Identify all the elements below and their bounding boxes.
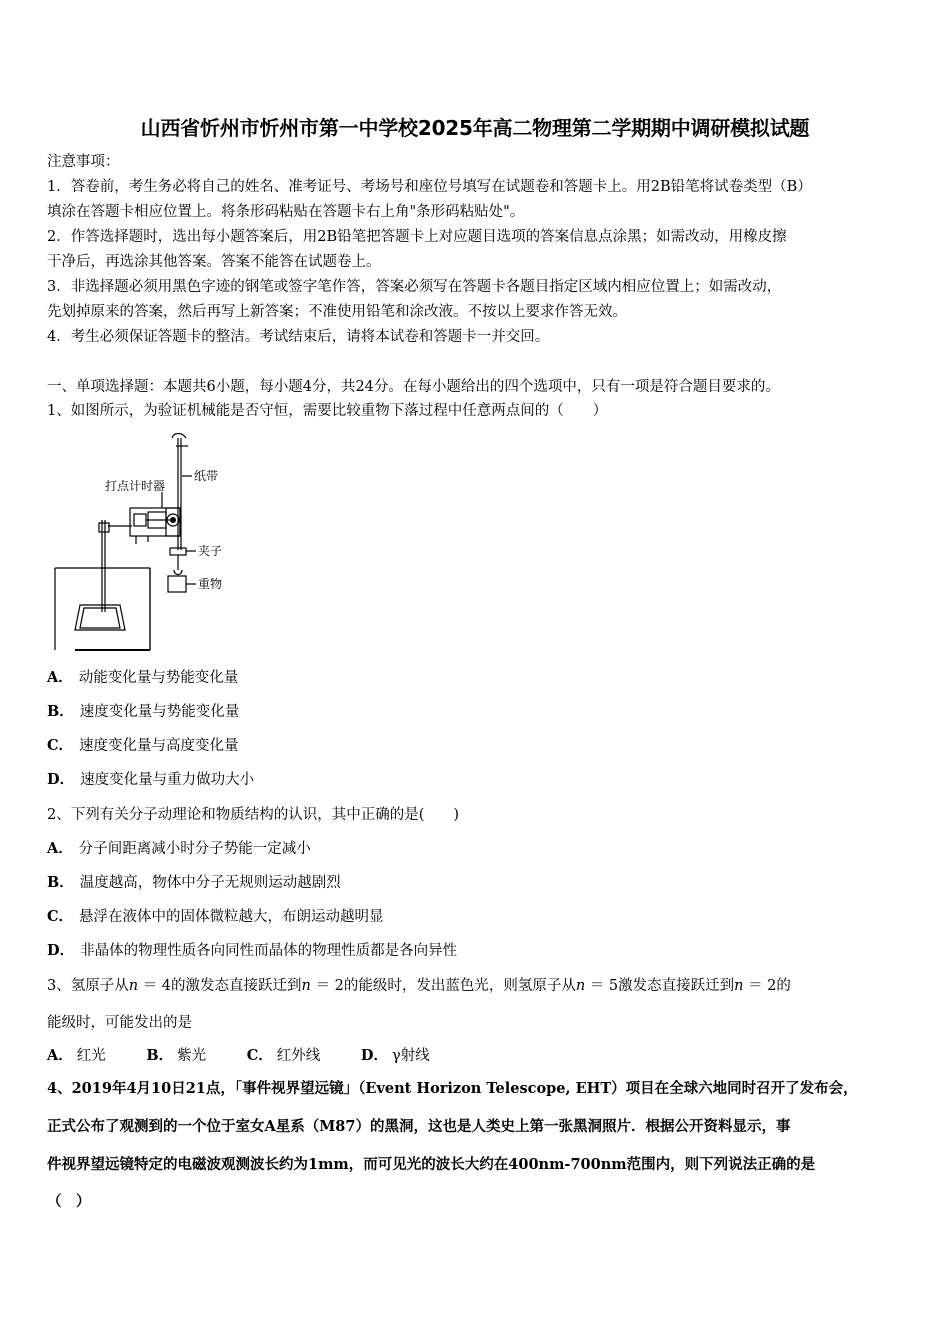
q1-option-d: D． 速度变化量与重力做功大小	[47, 771, 255, 788]
label-weight: 重物	[198, 577, 223, 591]
notice-line: 1．答卷前，考生务必将自己的姓名、准考证号、考场号和座位号填写在试题卷和答题卡上。用2B铅笔将试卷类型（B）	[47, 179, 812, 195]
notice-line: 先划掉原来的答案，然后再写上新答案；不准使用铅笔和涂改液。不按以上要求作答无效。	[47, 304, 627, 320]
q1-option-b: B． 速度变化量与势能变化量	[47, 703, 240, 720]
timer-dot-icon	[170, 517, 176, 523]
label-tape: 纸带	[194, 469, 219, 483]
label-clip: 夹子	[198, 544, 223, 558]
question-3-stem-line2: 能级时，可能发出的是	[47, 1015, 192, 1031]
question-4-line: （ ）	[47, 1193, 91, 1210]
notice-line: 2．作答选择题时，选出每小题答案后，用2B铅笔把答题卡上对应题目选项的答案信息点涂黑；如需改动，用橡皮擦	[47, 229, 787, 245]
q3-option-b: B． 紫光	[146, 1047, 207, 1064]
q2-option-a: A． 分子间距离减小时分子势能一定减小	[47, 840, 311, 857]
q1-option-a: A． 动能变化量与势能变化量	[47, 669, 239, 686]
q1-option-c: C． 速度变化量与高度变化量	[47, 737, 239, 754]
section-heading: 一、单项选择题：本题共6小题，每小题4分，共24分。在每小题给出的四个选项中，只有一项是符合题目要求的。	[47, 379, 780, 395]
question-4-line: 4、2019年4月10日21点，「事件视界望远镜」（Event Horizon Telescope, EHT）项目在全球六地同时召开了发布会，	[47, 1080, 858, 1097]
q3-option-a: A． 红光	[47, 1047, 106, 1064]
q3-options	[47, 1046, 466, 1066]
notice-line: 4．考生必须保证答题卡的整洁。考试结束后，请将本试卷和答题卡一并交回。	[47, 329, 550, 345]
apparatus-figure	[50, 430, 250, 655]
label-timer: 打点计时器	[105, 479, 166, 493]
notice-line: 干净后，再选涂其他答案。答案不能答在试题卷上。	[47, 254, 381, 270]
question-4-line: 正式公布了观测到的一个位于室女A星系（M87）的黑洞，这也是人类史上第一张黑洞照片．根据公开资料显示，事	[47, 1118, 791, 1135]
q3-option-c: C． 红外线	[246, 1047, 321, 1064]
q3-option-d: D． γ射线	[360, 1047, 430, 1064]
question-3-stem: 3、氢原子从n ＝ 4的激发态直接跃迁到n ＝ 2的能级时，发出蓝色光，则氢原子从n ＝ 5激发态直接跃迁到n ＝ 2的	[47, 978, 791, 994]
page-title: 山西省忻州市忻州市第一中学校2025年高二物理第二学期期中调研模拟试题	[140, 116, 810, 140]
question-1-stem: 1、如图所示，为验证机械能是否守恒，需要比较重物下落过程中任意两点间的（ ）	[47, 403, 608, 419]
q2-option-d: D． 非晶体的物理性质各向同性而晶体的物理性质都是各向异性	[47, 942, 458, 959]
question-4-line: 件视界望远镜特定的电磁波观测波长约为1mm，而可见光的波长大约在400nm-700nm范围内，则下列说法正确的是	[47, 1156, 816, 1173]
q2-option-b: B． 温度越高，物体中分子无规则运动越剧烈	[47, 874, 341, 891]
question-2-stem: 2、下列有关分子动理论和物质结构的认识，其中正确的是( )	[47, 807, 460, 823]
notice-line: 3．非选择题必须用黑色字迹的钢笔或签字笔作答，答案必须写在答题卡各题目指定区域内相应位置上；如需改动，	[47, 279, 782, 295]
q2-option-c: C． 悬浮在液体中的固体微粒越大，布朗运动越明显	[47, 908, 384, 925]
notice-line: 填涂在答题卡相应位置上。将条形码粘贴在答题卡右上角"条形码粘贴处"。	[47, 204, 525, 220]
notice-heading: 注意事项：	[47, 154, 120, 170]
